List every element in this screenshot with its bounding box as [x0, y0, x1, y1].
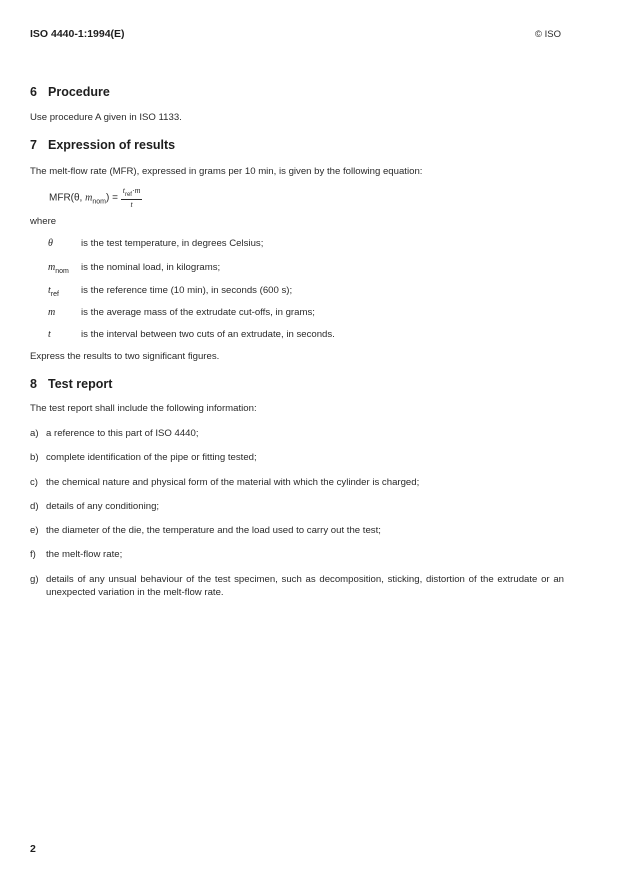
section-7-intro: The melt-flow rate (MFR), expressed in grams per 10 min, is given by the following equation:	[30, 166, 423, 177]
section-6-title: Procedure	[48, 85, 110, 99]
definition-symbol: $m_{nom}$	[48, 262, 69, 275]
mfr-equation	[49, 187, 142, 209]
equation-lhs-var: m	[85, 192, 93, 204]
list-item	[30, 525, 381, 536]
list-item	[30, 477, 419, 488]
list-item	[30, 452, 257, 463]
list-item	[30, 573, 564, 599]
section-8-intro: The test report shall include the following information:	[30, 403, 257, 414]
list-item-text: the diameter of the die, the temperature and the load used to carry out the test;	[46, 525, 381, 536]
list-item-label: f)	[30, 549, 36, 560]
equation-lhs-sub: nom	[92, 198, 106, 206]
list-item-text: the melt-flow rate;	[46, 549, 123, 560]
section-6-body: Use procedure A given in ISO 1133.	[30, 112, 182, 123]
section-8-heading	[30, 377, 112, 391]
list-item-label: b)	[30, 452, 39, 463]
definition-symbol: θ	[48, 238, 53, 249]
list-item-text: details of any unsual behaviour of the test specimen, such as decomposition, sticking, distortion of the extrudate or an unexpected variation in the melt-flow rate.	[46, 574, 564, 598]
equation-numerator: $t_{ref}\cdot m$	[122, 186, 141, 198]
list-item-text: the chemical nature and physical form of the material with which the cylinder is charged;	[46, 477, 420, 488]
definition-text: is the nominal load, in kilograms;	[81, 262, 221, 273]
list-item-label: a)	[30, 428, 39, 439]
equation-lhs-close: ) =	[105, 192, 118, 204]
section-6-number: 6	[30, 85, 37, 99]
equation-denominator: t	[130, 200, 133, 209]
section-7-closing: Express the results to two significant figures.	[30, 351, 220, 362]
definition-symbol: m	[48, 307, 56, 318]
list-item-text: details of any conditioning;	[46, 501, 160, 512]
list-item-text: complete identification of the pipe or fitting tested;	[46, 452, 257, 463]
equation-fraction	[121, 187, 143, 209]
page-number: 2	[30, 843, 36, 855]
list-item-label: c)	[30, 477, 38, 488]
definition-symbol: $t_{ref}$	[48, 285, 59, 298]
definition-text: is the average mass of the extrudate cut-offs, in grams;	[81, 307, 315, 318]
list-item-label: e)	[30, 525, 39, 536]
list-item-label: d)	[30, 501, 39, 512]
section-6-heading	[30, 85, 110, 99]
list-item	[30, 428, 199, 439]
definition-text: is the test temperature, in degrees Celsius;	[81, 238, 264, 249]
list-item-text: a reference to this part of ISO 4440;	[46, 428, 199, 439]
list-item	[30, 549, 122, 560]
list-item-label: g)	[30, 574, 39, 585]
section-8-title: Test report	[48, 377, 113, 391]
section-7-heading	[30, 138, 175, 152]
section-8-number: 8	[30, 377, 37, 391]
definition-text: is the reference time (10 min), in seconds (600 s);	[81, 285, 293, 296]
definition-symbol: t	[48, 329, 51, 340]
equation-lhs: MFR(θ,	[49, 192, 83, 204]
document-id: ISO 4440-1:1994(E)	[30, 28, 125, 40]
definition-text: is the interval between two cuts of an extrudate, in seconds.	[81, 329, 335, 340]
section-7-number: 7	[30, 138, 37, 152]
section-7-title: Expression of results	[48, 138, 176, 152]
where-label: where	[30, 216, 57, 227]
copyright-mark: © ISO	[535, 29, 562, 40]
list-item	[30, 501, 159, 512]
